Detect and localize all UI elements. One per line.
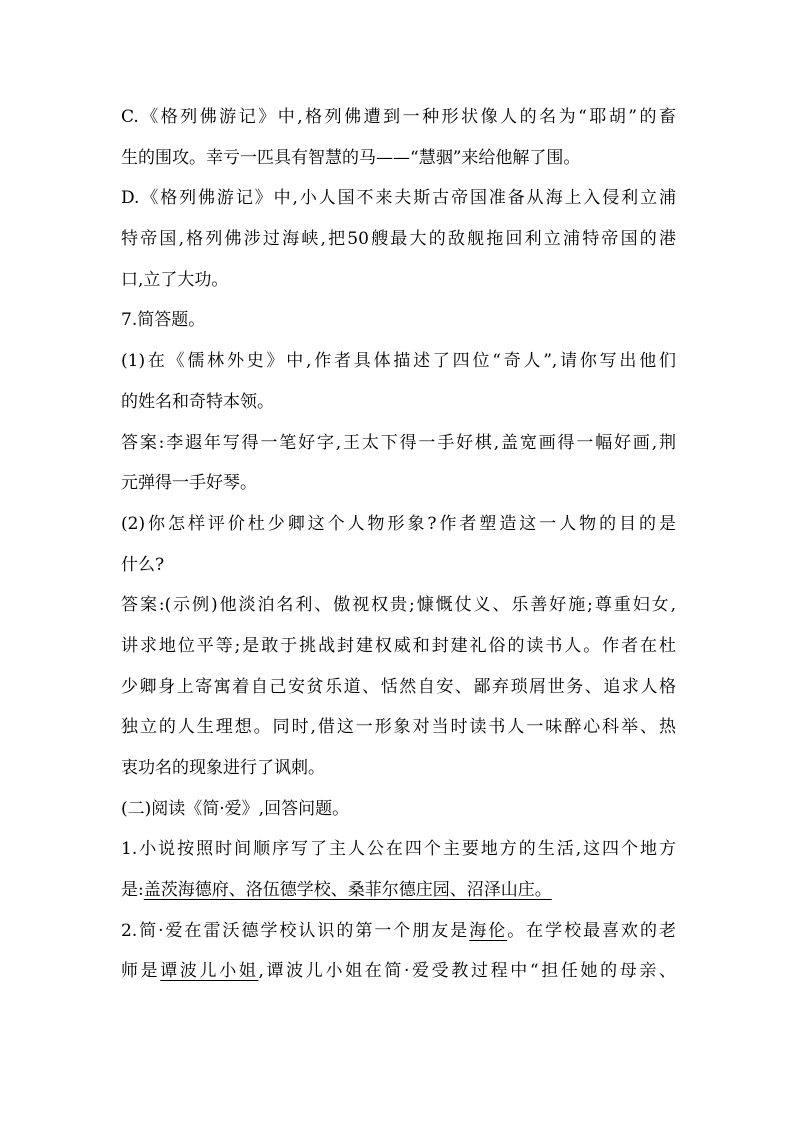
text-line: 生的围攻。幸亏一匹具有智慧的马——“慧骃”来给他解了围。 [121,147,581,168]
text-line: 什么? [121,554,165,575]
q2-line2-suffix: ,谭波儿小姐在简·爱受教过程中“担任她的母亲、 [258,961,677,982]
q2-line1-suffix: 。在学校最喜欢的老 [507,920,677,941]
q2-answer-teacher: 谭波儿小姐 [160,961,259,982]
q2-line-1 [121,917,676,958]
q2-line1-prefix: 2.简·爱在雷沃德学校认识的第一个朋友是 [121,920,470,941]
text-line: 少卿身上寄寓着自己安贫乐道、恬然自安、鄙弃琐屑世务、追求人格 [121,676,676,697]
text-line: 独立的人生理想。同时,借这一形象对当时读书人一味醉心科举、热 [121,717,676,738]
text-line: 口,立了大功。 [121,269,229,290]
text-line: (二)阅读《简·爱》,回答问题。 [121,798,350,819]
text-line: (2)你怎样评价杜少卿这个人物形象?作者塑造这一人物的目的是 [121,513,676,534]
q1-answer-prefix: 是: [121,880,144,901]
text-line: 衷功名的现象进行了讽刺。 [121,758,325,778]
text-line: C.《格列佛游记》中,格列佛遭到一种形状像人的名为“耶胡”的畜 [121,107,676,127]
q2-answer-friend: 海伦 [469,920,508,941]
text-line: 答案:(示例)他淡泊名利、傲视权贵;慷慨仗义、乐善好施;尊重妇女, [121,595,676,616]
q1-answer-underlined: 盖茨海德府、洛伍德学校、桑菲尔德庄园、沼泽山庄。 [143,880,552,901]
text-line: D.《格列佛游记》中,小人国不来夫斯古帝国准备从海上入侵利立浦 [121,188,676,209]
text-line: 1.小说按照时间顺序写了主人公在四个主要地方的生活,这四个地方 [121,839,676,860]
text-line: 元弹得一手好琴。 [121,473,257,494]
document-body [121,103,676,998]
q2-line2-prefix: 师是 [121,961,161,982]
text-line: 答案:李遐年写得一笔好字,王太下得一手好棋,盖宽画得一幅好画,荆 [121,432,676,453]
text-line: (1)在《儒林外史》中,作者具体描述了四位“奇人”,请你写出他们 [121,351,676,372]
text-line: 的姓名和奇特本领。 [121,391,274,412]
q1-answer-line [121,876,676,917]
text-line: 7.简答题。 [121,310,206,331]
q2-line-2 [121,957,676,998]
text-line: 特帝国,格列佛涉过海峡,把50艘最大的敌舰拖回利立浦特帝国的港 [121,229,676,250]
text-line: 讲求地位平等;是敢于挑战封建权威和封建礼俗的读书人。作者在杜 [121,635,676,656]
text-lines [121,103,676,876]
